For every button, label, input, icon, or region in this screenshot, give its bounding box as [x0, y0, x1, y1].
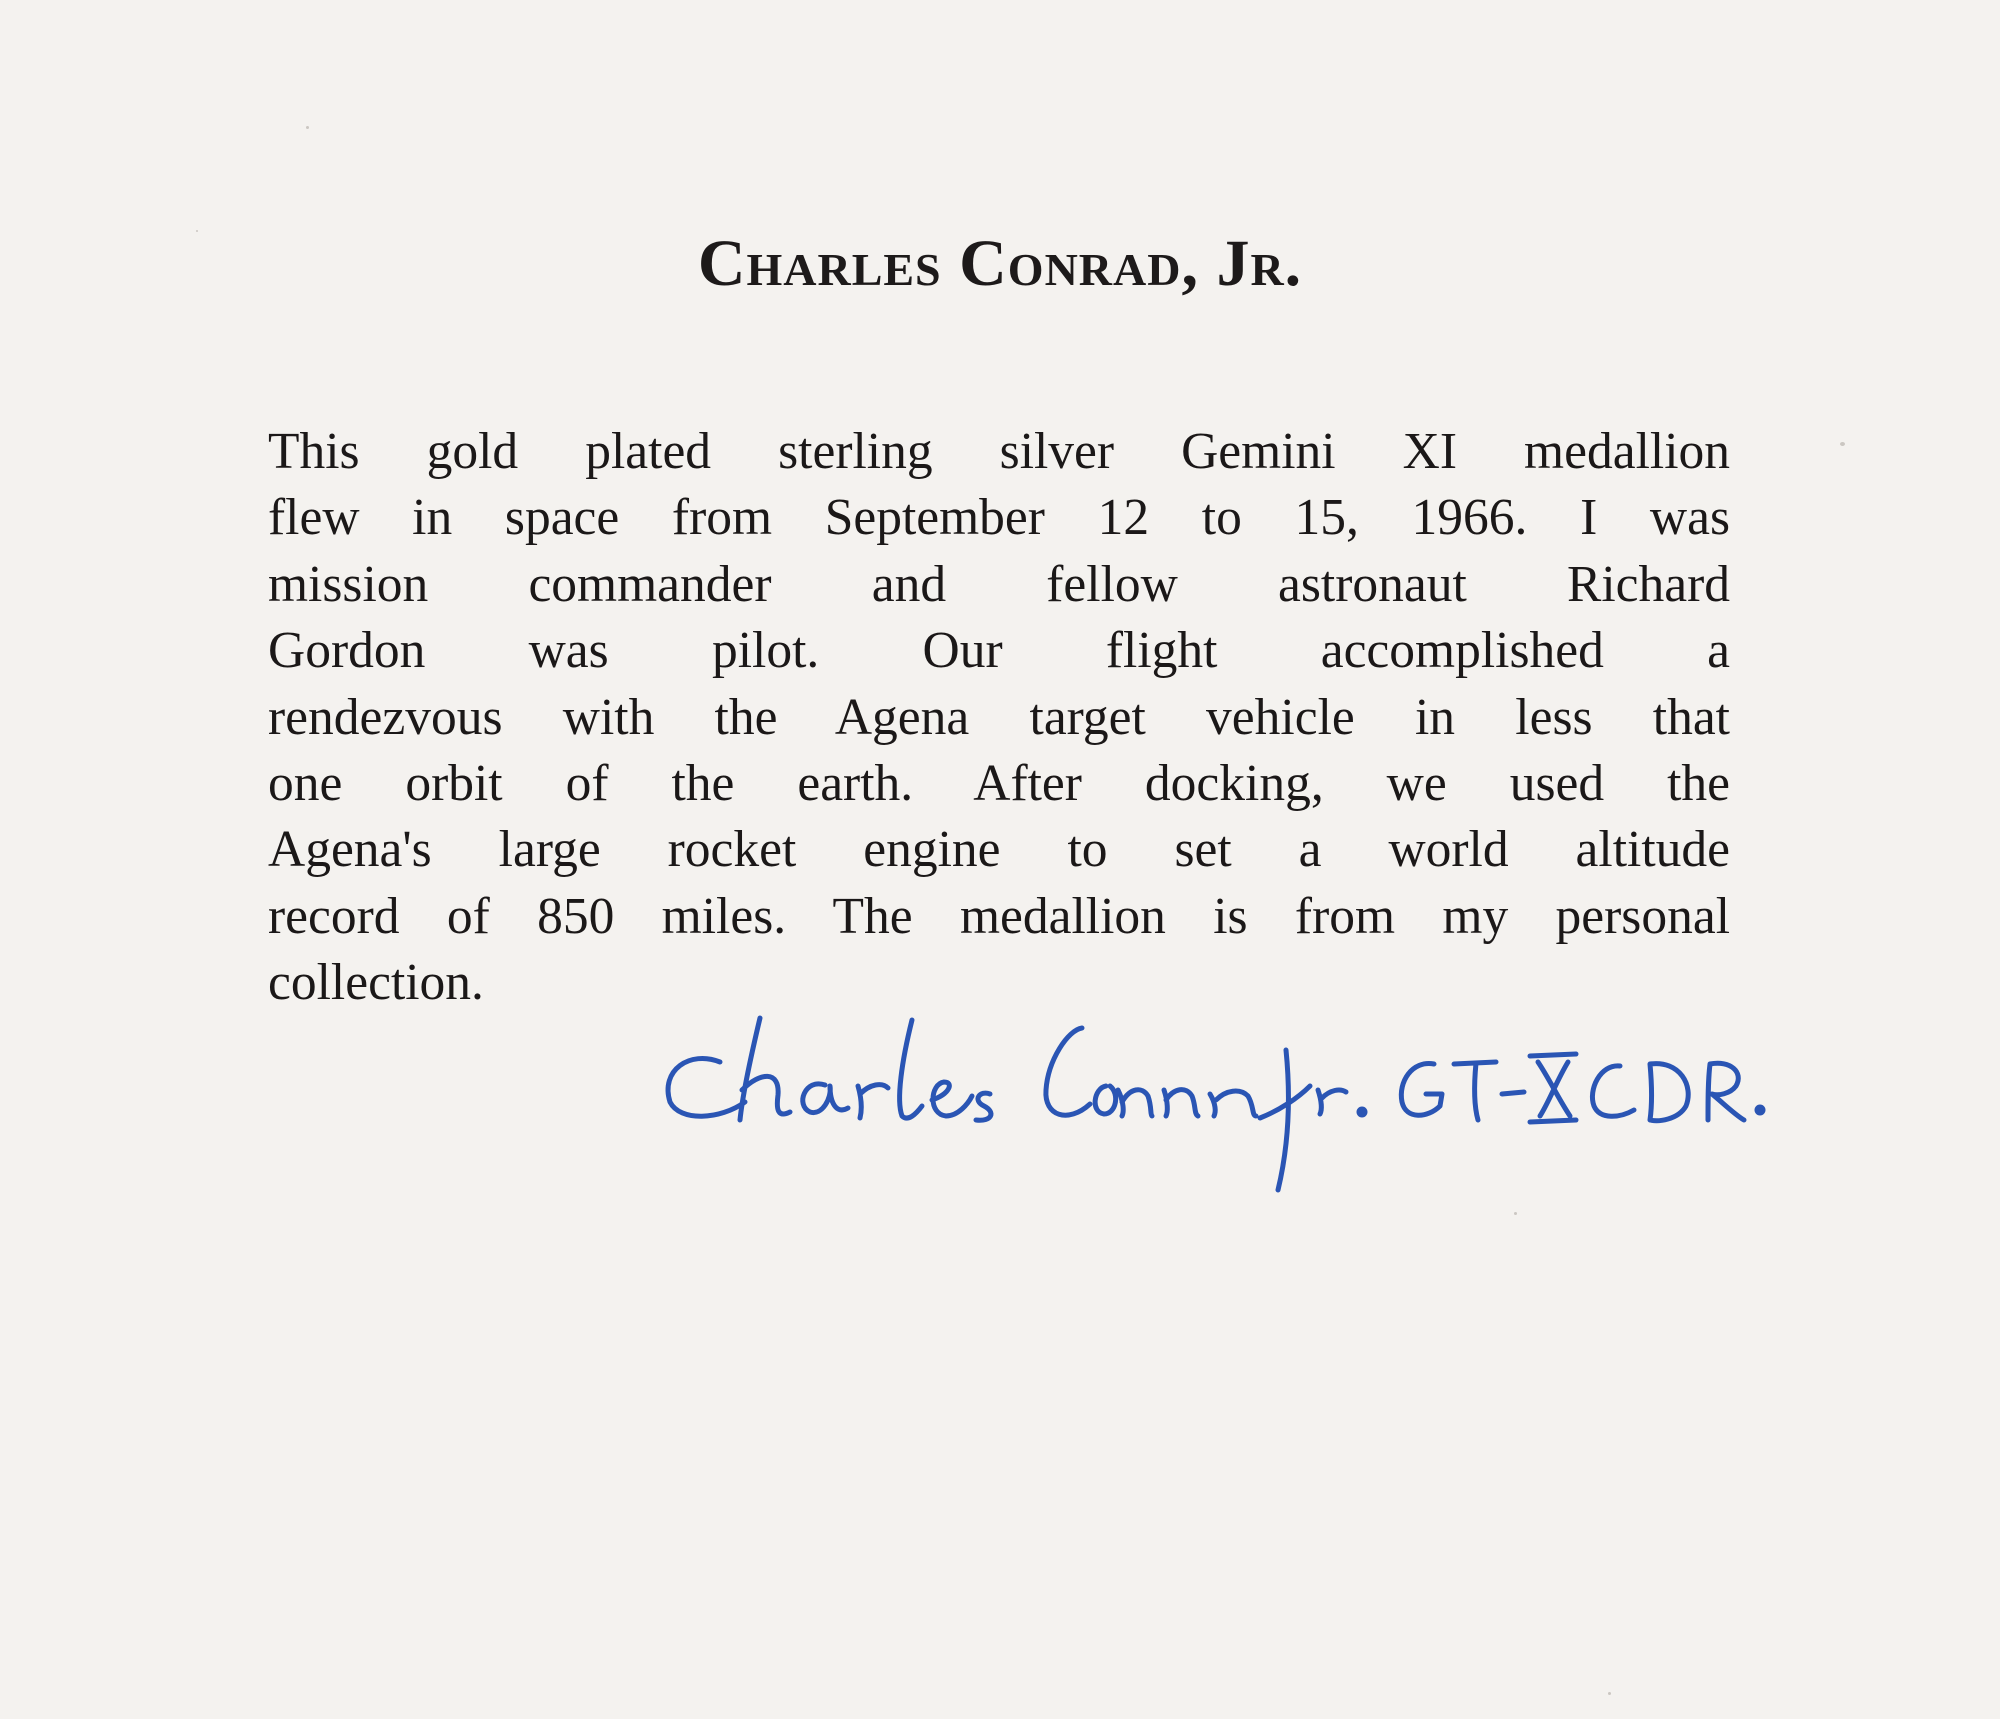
paper-speck — [196, 230, 198, 232]
paper-speck — [306, 126, 309, 129]
letter-line: record of 850 miles. The medallion is from my personal — [268, 887, 1730, 945]
letter-line: flew in space from September 12 to 15, 1966. I was — [268, 489, 1730, 547]
paper-speck — [1840, 442, 1845, 446]
letter-line: Gordon was pilot. Our flight accomplished a — [268, 622, 1730, 680]
letter-line: one orbit of the earth. After docking, we used the — [268, 755, 1730, 813]
letter-line: mission commander and fellow astronaut Richard — [268, 555, 1730, 613]
handwritten-signature — [650, 990, 1770, 1200]
paper-speck — [1514, 1212, 1517, 1215]
letter-body — [268, 419, 1730, 1017]
letter-line: collection. — [268, 954, 484, 1012]
document-title: Charles Conrad, Jr. — [697, 227, 1303, 300]
letter-line: rendezvous with the Agena target vehicle in less that — [268, 688, 1730, 746]
letter-line: This gold plated sterling silver Gemini XI medallion — [268, 423, 1730, 480]
letter-line: Agena's large rocket engine to set a world altitude — [268, 821, 1730, 879]
paper-speck — [1608, 1692, 1611, 1695]
